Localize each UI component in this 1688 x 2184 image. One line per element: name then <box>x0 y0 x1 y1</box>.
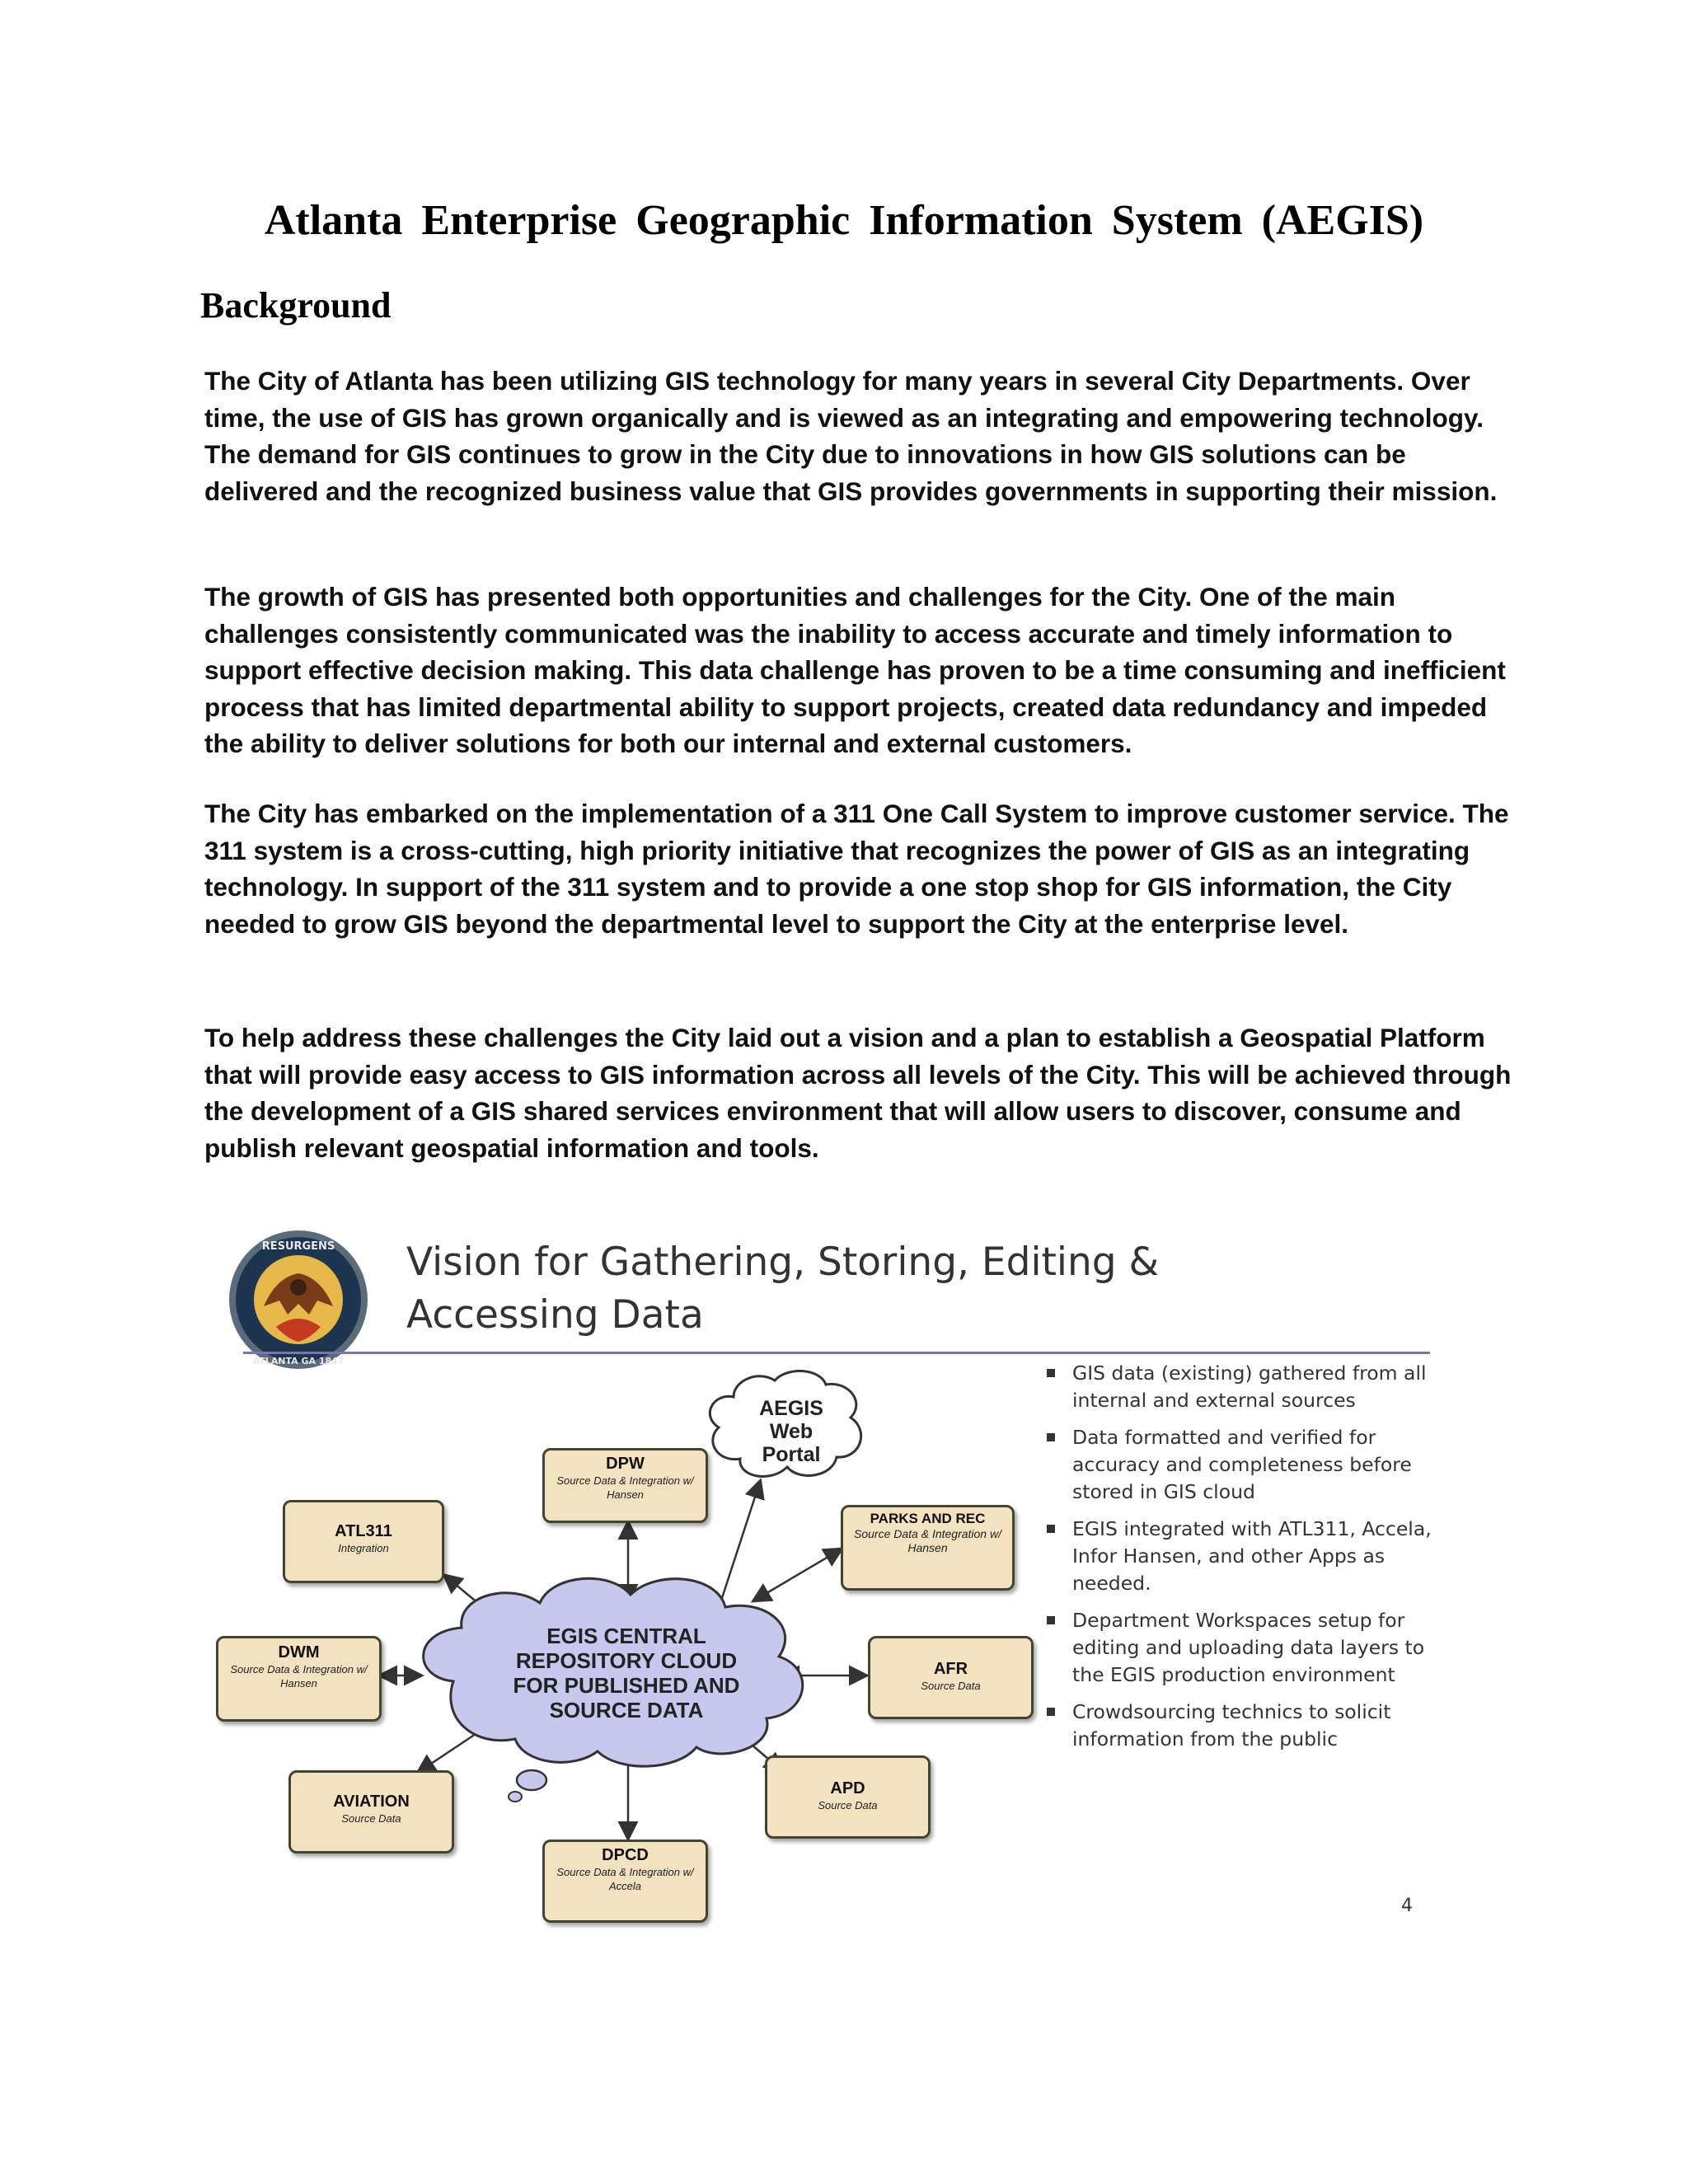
svg-text:ATLANTA GA 1847: ATLANTA GA 1847 <box>252 1356 345 1366</box>
node-name: AVIATION <box>333 1793 410 1811</box>
bullet-item <box>1045 1516 1441 1597</box>
node-sub: Source Data <box>921 1680 981 1692</box>
bullet-item <box>1045 1607 1441 1689</box>
node-aviation <box>288 1770 454 1854</box>
node-sub: Source Data & Integration w/ Accela <box>556 1866 694 1892</box>
paragraph-4: To help address these challenges the City laid out a vision and a plan to establish a Geospatial Platform that will provide easy access to GIS information across all levels of the City. This will be achieved through the development of a GIS shared services environment that will allow users to discover, consume and publish relevant geospatial information and tools. <box>204 1023 1512 1163</box>
portal-cloud-label <box>725 1397 857 1466</box>
bullet-icon <box>1047 1525 1055 1533</box>
slide-page-number: 4 <box>1401 1896 1413 1916</box>
slide-title-line-2: Accessing Data <box>406 1292 704 1338</box>
bullet-icon <box>1047 1433 1055 1441</box>
portal-line: AEGIS <box>759 1397 823 1420</box>
node-name: ATL311 <box>335 1522 392 1540</box>
node-name: AFR <box>933 1660 968 1678</box>
node-apd <box>765 1755 931 1839</box>
node-name: DPW <box>606 1455 645 1473</box>
bullet-icon <box>1047 1369 1055 1377</box>
bullet-text: GIS data (existing) gathered from all internal and external sources <box>1072 1361 1427 1412</box>
node-name: DWM <box>278 1643 320 1661</box>
node-dpcd <box>542 1840 708 1923</box>
paragraph-1: The City of Atlanta has been utilizing GIS technology for many years in several City Departments. Over time, the use of GIS has grown organically and is viewed as an integrating and empowering technology. The demand for GIS continues to grow in the City due to innovations in how GIS solutions can be delivered and the recognized business value that GIS provides governments in supporting their mission. <box>204 366 1498 506</box>
node-atl311 <box>283 1500 444 1583</box>
bullet-text: Crowdsourcing technics to solicit information from the public <box>1072 1700 1391 1750</box>
node-name: PARKS AND REC <box>870 1511 986 1526</box>
paragraph-3: The City has embarked on the implementation of a 311 One Call System to improve customer service. The 311 system is a cross-cutting, high priority initiative that recognizes the power of GIS as an integrating technology. In support of the 311 system and to provide a one stop shop for GIS information, the City needed to grow GIS beyond the departmental level to support the City at the enterprise level. <box>204 799 1509 939</box>
central-cloud-line: SOURCE DATA <box>549 1698 704 1722</box>
node-dwm <box>216 1636 382 1722</box>
node-sub: Source Data & Integration w/ Hansen <box>230 1663 368 1690</box>
seal-lettering: RESURGENS <box>261 1240 335 1253</box>
node-name: APD <box>830 1779 865 1797</box>
node-parks-and-rec <box>841 1505 1015 1591</box>
central-cloud-label <box>453 1624 799 1722</box>
vision-bullets <box>1045 1360 1441 1763</box>
paragraph-2: The growth of GIS has presented both opportunities and challenges for the City. One of the main challenges consistently communicated was the inability to access accurate and timely information to support effective decision making. This data challenge has proven to be a time consuming and inefficient process that has limited departmental ability to support projects, created data redundancy and impeded the ability to deliver solutions for both our internal and external customers. <box>204 582 1506 758</box>
node-afr <box>868 1636 1034 1719</box>
vision-slide <box>206 1220 1459 1937</box>
central-cloud-line: FOR PUBLISHED AND <box>513 1673 740 1698</box>
node-sub: Source Data & Integration w/ Hansen <box>556 1474 694 1501</box>
bullet-item <box>1045 1699 1441 1753</box>
bullet-text: EGIS integrated with ATL311, Accela, Infor Hansen, and other Apps as needed. <box>1072 1517 1432 1595</box>
node-sub: Source Data & Integration w/ Hansen <box>854 1527 1001 1554</box>
node-sub: Source Data <box>341 1812 401 1825</box>
bullet-icon <box>1047 1616 1055 1624</box>
portal-line: Web <box>769 1420 814 1443</box>
bullet-item <box>1045 1360 1441 1414</box>
node-sub: Source Data <box>818 1799 878 1811</box>
node-name: DPCD <box>602 1846 649 1864</box>
portal-line: Portal <box>762 1443 821 1466</box>
arrow-parks <box>754 1549 841 1601</box>
section-heading: Background <box>200 285 392 326</box>
bullet-item <box>1045 1424 1441 1506</box>
central-cloud-line: EGIS CENTRAL <box>546 1624 706 1648</box>
bullet-icon <box>1047 1708 1055 1716</box>
bullet-text: Department Workspaces setup for editing and uploading data layers to the EGIS production environment <box>1072 1609 1425 1686</box>
node-sub: Integration <box>338 1542 389 1554</box>
node-dpw <box>542 1448 708 1523</box>
document-title: Atlanta Enterprise Geographic Information System (AEGIS) <box>264 197 1424 244</box>
bullet-text: Data formatted and verified for accuracy and completeness before stored in GIS cloud <box>1072 1426 1412 1503</box>
slide-title-line-1: Vision for Gathering, Storing, Editing & <box>406 1240 1160 1285</box>
central-cloud-line: REPOSITORY CLOUD <box>515 1648 738 1673</box>
arrow-portal <box>721 1482 760 1601</box>
